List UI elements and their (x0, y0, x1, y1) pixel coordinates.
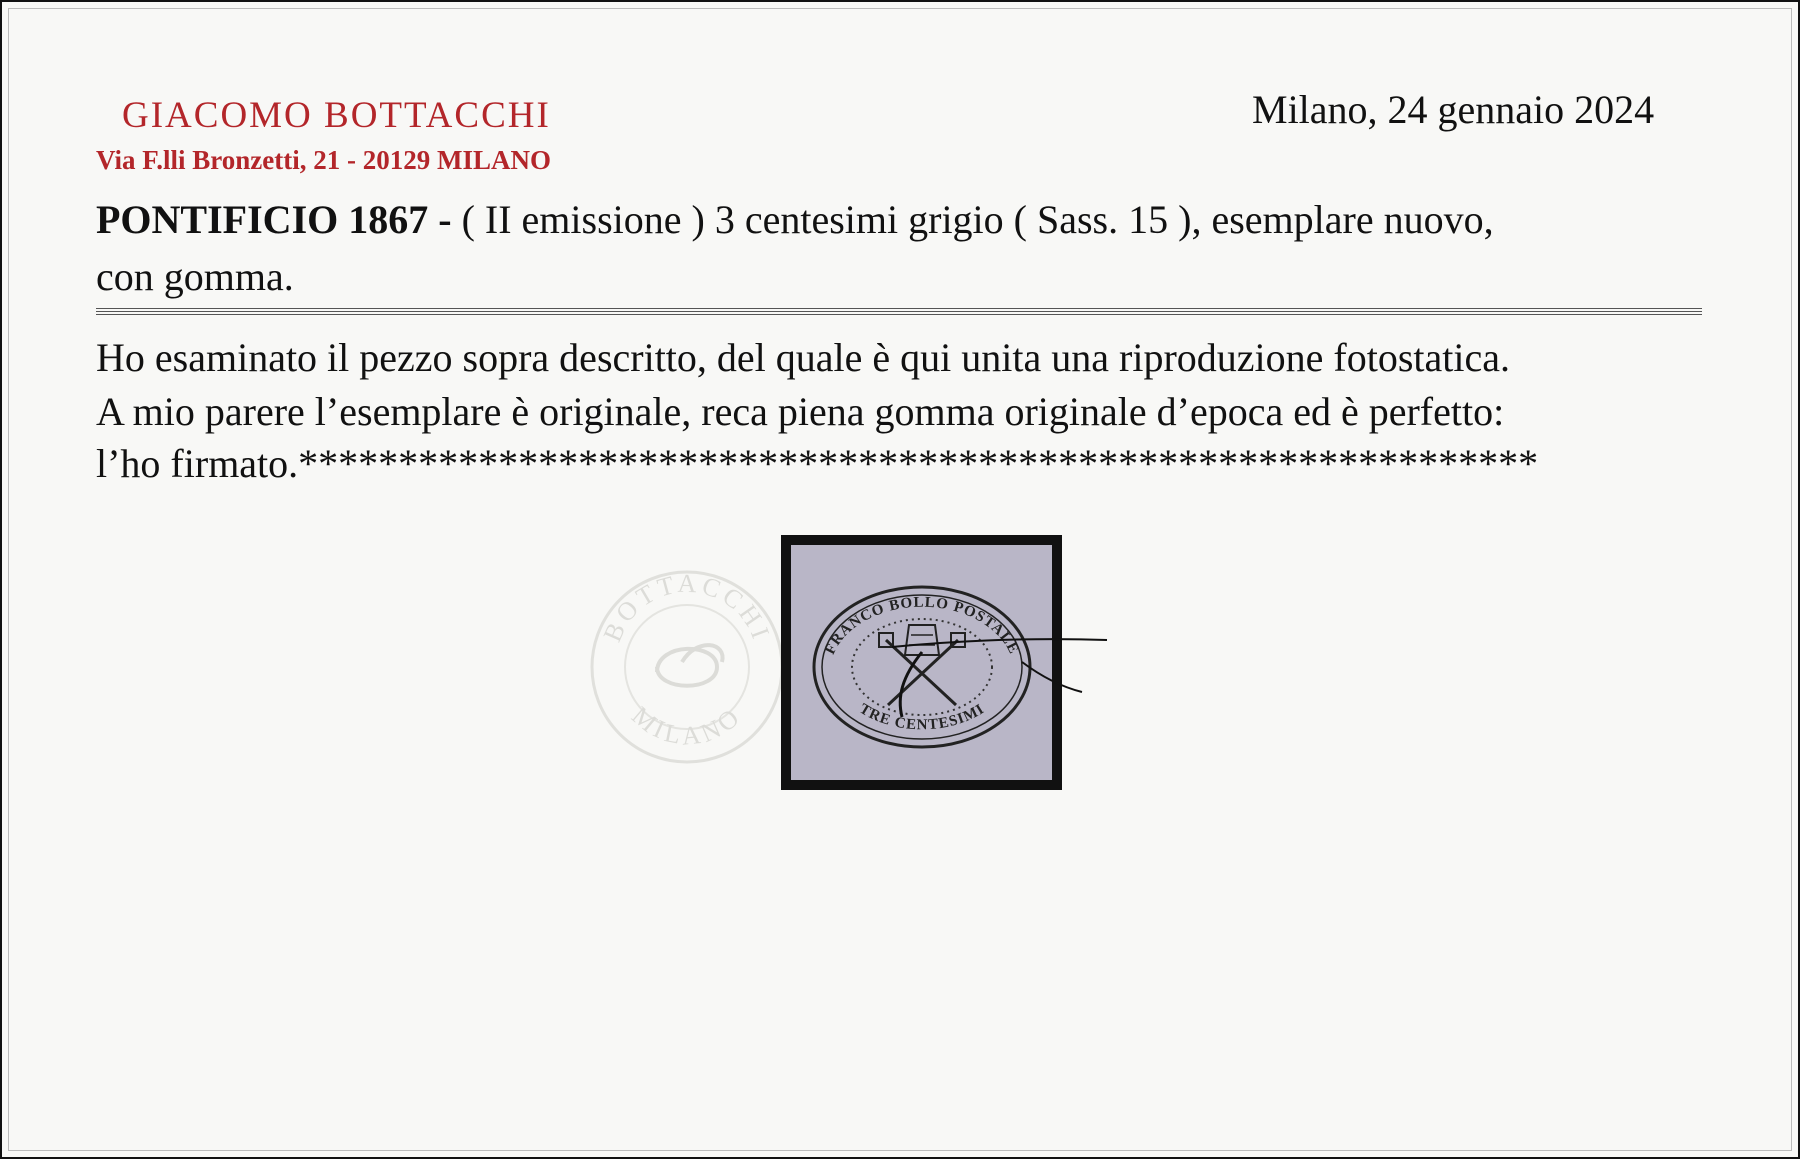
seal-bottom-text: MILANO (626, 700, 748, 751)
svg-text:BOTTACCHI (598, 569, 777, 646)
double-rule-separator (96, 308, 1702, 320)
svg-text:MILANO (626, 701, 747, 751)
firm-address: Via F.lli Bronzetti, 21 - 20129 MILANO (96, 145, 551, 175)
subject-heading: PONTIFICIO 1867 - (96, 197, 452, 242)
subject-continuation: con gomma. (96, 254, 294, 299)
embossed-seal-icon (587, 542, 787, 782)
signature-mark-icon (882, 632, 1112, 722)
statement-line-3: l’ho firmato.************************************************************** (96, 441, 1539, 486)
subject-line (96, 196, 1494, 243)
subject-description: ( II emissione ) 3 centesimi grigio ( Sass. 15 ), esemplare nuovo, (451, 197, 1494, 242)
seal-top-text: BOTTACCHI (597, 568, 777, 646)
statement-line-2: A mio parere l’esemplare è originale, reca piena gomma originale d’epoca ed è perfetto: (96, 389, 1505, 434)
stamp-bottom-inscription: TRE CENTESIMI (856, 700, 988, 734)
place-date: Milano, 24 gennaio 2024 (1252, 87, 1655, 132)
firm-name: GIACOMO BOTTACCHI (122, 95, 551, 136)
statement-line-1: Ho esaminato il pezzo sopra descritto, del quale è qui unita una riproduzione fotostatica. (96, 335, 1510, 380)
stamp-top-inscription: FRANCO BOLLO POSTALE (822, 594, 1022, 658)
